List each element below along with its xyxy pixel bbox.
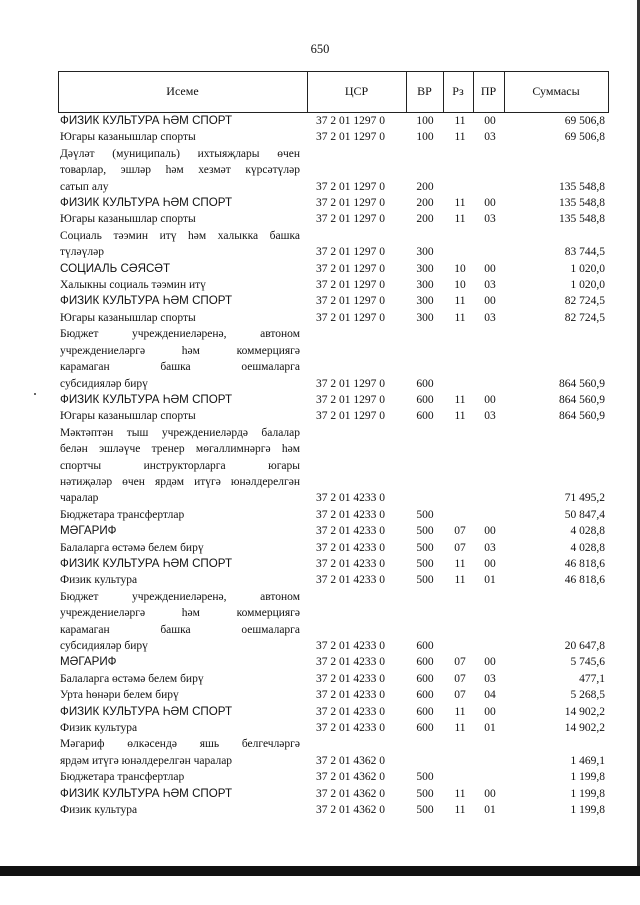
row-rz: 11: [454, 311, 466, 324]
row-csr: 37 2 01 4233 0: [316, 689, 385, 702]
row-name: [60, 687, 300, 703]
row-name-line: карамаган башка оешмаларга: [60, 361, 300, 374]
header-rz: Рз: [452, 84, 464, 98]
row-sum: 135 548,8: [559, 180, 605, 193]
row-csr: 37 2 01 1297 0: [316, 262, 385, 275]
row-csr: 37 2 01 1297 0: [316, 311, 385, 324]
table-row: [58, 589, 609, 655]
row-name-line: спортчы инструкторларга югары: [60, 459, 300, 472]
row-vr: 600: [416, 656, 434, 669]
row-name-line: товарлар, эшләр һәм хезмәт күрсәтүләр: [60, 164, 300, 177]
row-sum: 82 724,5: [564, 311, 605, 324]
table-row: [58, 129, 609, 145]
row-vr: 600: [416, 377, 434, 390]
row-csr: 37 2 01 4362 0: [316, 754, 385, 767]
row-name: [60, 556, 300, 572]
row-pr: 03: [484, 131, 496, 144]
row-csr: 37 2 01 4233 0: [316, 722, 385, 735]
table-row: [58, 671, 609, 687]
row-pr: 03: [484, 213, 496, 226]
table-row: [58, 556, 609, 572]
row-vr: 500: [416, 557, 434, 570]
row-vr: 500: [416, 787, 434, 800]
row-pr: 03: [484, 279, 496, 292]
row-sum: 1 469,1: [570, 754, 605, 767]
row-csr: 37 2 01 1297 0: [316, 377, 385, 390]
row-rz: 11: [454, 722, 466, 735]
row-sum: 1 020,0: [570, 279, 605, 292]
row-name-line: субсидияләр бирү: [60, 377, 148, 390]
row-name: [60, 211, 300, 227]
row-vr: 500: [416, 525, 434, 538]
row-sum: 5 745,6: [570, 656, 605, 669]
row-csr: 37 2 01 1297 0: [316, 115, 385, 127]
row-pr: 00: [484, 197, 496, 210]
table-body: [58, 113, 609, 818]
row-sum: 14 902,2: [564, 722, 605, 735]
row-name: [60, 195, 300, 211]
row-name-line: Югары казанышлар спорты: [60, 131, 196, 144]
row-csr: 37 2 01 1297 0: [316, 131, 385, 144]
row-csr: 37 2 01 4362 0: [316, 787, 385, 800]
row-name-line: Бюджет учреждениеләренә, автоном: [60, 590, 300, 603]
row-csr: 37 2 01 4233 0: [316, 541, 385, 554]
row-name-line: Бюджет учреждениеләренә, автоном: [60, 328, 300, 341]
row-vr: 300: [416, 311, 434, 324]
row-csr: 37 2 01 4233 0: [316, 640, 385, 652]
row-vr: 200: [416, 180, 434, 193]
budget-table: [58, 71, 609, 818]
row-name: [60, 704, 300, 720]
row-name-line: МӘГАРИФ: [60, 524, 117, 538]
table-row: [58, 769, 609, 785]
row-pr: 01: [484, 722, 496, 735]
row-sum: 71 495,2: [564, 492, 605, 505]
row-name-line: МӘГАРИФ: [60, 655, 117, 669]
row-rz: 11: [454, 213, 466, 226]
row-name: [60, 540, 300, 556]
row-name: [60, 310, 300, 326]
row-name: [60, 392, 300, 408]
row-name-line: Физик культура: [60, 574, 138, 587]
row-rz: 11: [454, 574, 466, 587]
row-rz: 11: [454, 410, 466, 423]
row-name: [60, 507, 300, 523]
table-row: [58, 687, 609, 703]
table-row: [58, 392, 609, 408]
row-pr: 01: [484, 574, 496, 587]
row-name: [60, 523, 300, 539]
row-vr: 500: [416, 804, 434, 817]
header-vr: ВР: [417, 84, 432, 98]
row-name-line: чаралар: [60, 492, 99, 505]
row-vr: 300: [416, 295, 434, 308]
row-pr: 00: [484, 262, 496, 275]
row-name-line: түләүләр: [60, 246, 104, 259]
row-pr: 00: [484, 393, 496, 406]
row-name-line: СОЦИАЛЬ СӘЯСӘТ: [60, 261, 171, 275]
row-name-line: карамаган башка оешмаларга: [60, 623, 300, 636]
row-sum: 69 506,8: [564, 115, 605, 127]
table-row: [58, 540, 609, 556]
row-vr: 300: [416, 279, 434, 292]
row-name-line: Социаль тәэмин итү һәм халыкка башка: [60, 229, 300, 242]
table-row: [58, 261, 609, 277]
row-rz: 07: [454, 525, 466, 538]
row-csr: 37 2 01 4233 0: [316, 508, 385, 521]
row-vr: 300: [416, 246, 434, 259]
row-pr: 00: [484, 705, 496, 718]
row-rz: 11: [454, 131, 466, 144]
header-sum: Суммасы: [532, 84, 580, 98]
row-sum: 82 724,5: [564, 295, 605, 308]
row-name: [60, 228, 300, 261]
table-row: [58, 310, 609, 326]
row-rz: 11: [454, 804, 466, 817]
row-vr: 600: [416, 705, 434, 718]
row-name-line: ярдәм итүгә юнәлдерелгән чаралар: [60, 754, 233, 767]
row-name: [60, 326, 300, 392]
table-row: [58, 654, 609, 670]
row-name: [60, 113, 300, 129]
row-csr: 37 2 01 1297 0: [316, 393, 385, 406]
row-name-line: ФИЗИК КУЛЬТУРА ҺӘМ СПОРТ: [60, 392, 233, 406]
table-row: [58, 228, 609, 261]
row-rz: 11: [454, 393, 466, 406]
row-name-line: ФИЗИК КУЛЬТУРА ҺӘМ СПОРТ: [60, 196, 233, 210]
row-rz: 07: [454, 689, 466, 702]
row-name: [60, 802, 300, 818]
row-csr: 37 2 01 1297 0: [316, 197, 385, 210]
row-sum: 477,1: [579, 672, 605, 685]
row-csr: 37 2 01 4233 0: [316, 705, 385, 718]
row-csr: 37 2 01 4233 0: [316, 656, 385, 669]
row-vr: 600: [416, 672, 434, 685]
table-row: [58, 786, 609, 802]
row-name-line: ФИЗИК КУЛЬТУРА ҺӘМ СПОРТ: [60, 294, 233, 308]
row-pr: 00: [484, 295, 496, 308]
row-csr: 37 2 01 1297 0: [316, 213, 385, 226]
row-sum: 46 818,6: [564, 557, 605, 570]
row-vr: 600: [416, 722, 434, 735]
row-name: [60, 146, 300, 195]
row-vr: 500: [416, 771, 434, 784]
table-row: [58, 736, 609, 769]
header-csr: ЦСР: [344, 84, 369, 98]
row-pr: 00: [484, 557, 496, 570]
row-sum: 864 560,9: [559, 410, 605, 423]
row-pr: 03: [484, 672, 496, 685]
row-csr: 37 2 01 4233 0: [316, 525, 385, 538]
header-name: Исеме: [166, 84, 199, 98]
row-csr: 37 2 01 4233 0: [316, 672, 385, 685]
row-rz: 07: [454, 541, 466, 554]
row-sum: 1 199,8: [570, 771, 605, 784]
row-name: [60, 720, 300, 736]
row-name: [60, 589, 300, 655]
page-number: 650: [310, 42, 330, 56]
row-pr: 00: [484, 525, 496, 538]
row-csr: 37 2 01 1297 0: [316, 279, 385, 292]
row-vr: 100: [416, 131, 434, 144]
row-name: [60, 293, 300, 309]
row-sum: 14 902,2: [564, 705, 605, 718]
row-sum: 5 268,5: [570, 689, 605, 702]
row-sum: 1 199,8: [570, 804, 605, 817]
table-row: [58, 704, 609, 720]
row-vr: 300: [416, 262, 434, 275]
row-rz: 11: [454, 557, 466, 570]
row-name-line: Физик культура: [60, 804, 138, 817]
row-name-line: ФИЗИК КУЛЬТУРА ҺӘМ СПОРТ: [60, 114, 233, 127]
row-csr: 37 2 01 4362 0: [316, 771, 385, 784]
row-name-line: ФИЗИК КУЛЬТУРА ҺӘМ СПОРТ: [60, 704, 233, 718]
row-csr: 37 2 01 1297 0: [316, 410, 385, 423]
row-sum: 50 847,4: [564, 508, 605, 521]
row-rz: 07: [454, 672, 466, 685]
row-sum: 83 744,5: [564, 246, 605, 259]
row-csr: 37 2 01 1297 0: [316, 295, 385, 308]
row-vr: 500: [416, 541, 434, 554]
table-row: [58, 720, 609, 736]
row-pr: 00: [484, 787, 496, 800]
row-name: [60, 786, 300, 802]
row-rz: 11: [454, 295, 466, 308]
row-name-line: сатып алу: [60, 180, 109, 193]
table-row: [58, 326, 609, 392]
row-vr: 600: [416, 689, 434, 702]
row-name-line: Балаларга өстәмә белем бирү: [60, 672, 204, 685]
row-csr: 37 2 01 4233 0: [316, 557, 385, 570]
row-rz: 10: [454, 262, 466, 275]
row-rz: 11: [454, 705, 466, 718]
table-row: [58, 211, 609, 227]
table-row: [58, 113, 609, 129]
row-name: [60, 425, 300, 507]
row-name-line: Физик культура: [60, 722, 138, 735]
row-sum: 135 548,8: [559, 213, 605, 226]
row-name: [60, 671, 300, 687]
row-vr: 600: [416, 410, 434, 423]
row-name-line: учреждениеләргә һәм коммерциягә: [60, 607, 300, 620]
row-vr: 600: [416, 640, 434, 652]
row-sum: 4 028,8: [570, 541, 605, 554]
row-sum: 46 818,6: [564, 574, 605, 587]
row-vr: 200: [416, 197, 434, 210]
row-name-line: учреждениеләргә һәм коммерциягә: [60, 344, 300, 357]
row-rz: 11: [454, 787, 466, 800]
row-name-line: ФИЗИК КУЛЬТУРА ҺӘМ СПОРТ: [60, 786, 233, 800]
row-sum: 135 548,8: [559, 197, 605, 210]
row-name-line: Бюджетара трансфертлар: [60, 771, 185, 784]
row-pr: 00: [484, 115, 496, 127]
row-sum: 864 560,9: [559, 377, 605, 390]
table-row: [58, 408, 609, 424]
row-name-line: Урта һөнәри белем бирү: [60, 689, 179, 702]
row-pr: 01: [484, 804, 496, 817]
row-vr: 600: [416, 393, 434, 406]
row-name-line: нәтиҗәләр өчен ярдәм итүгә юнәлдерелгән: [60, 475, 300, 488]
row-name: [60, 769, 300, 785]
table-header: [58, 71, 609, 113]
row-vr: 200: [416, 213, 434, 226]
row-pr: 00: [484, 656, 496, 669]
row-csr: 37 2 01 4233 0: [316, 492, 385, 505]
table-row: [58, 195, 609, 211]
row-sum: 1 020,0: [570, 262, 605, 275]
row-rz: 07: [454, 656, 466, 669]
row-name-line: Мәгариф өлкәсендә яшь белгечләргә: [60, 738, 300, 751]
table-row: [58, 277, 609, 293]
row-csr: 37 2 01 4233 0: [316, 574, 385, 587]
scan-bottom-bar: [0, 866, 640, 876]
row-name: [60, 261, 300, 277]
row-pr: 04: [484, 689, 496, 702]
row-name-line: Мәктәптән тыш учреждениеләрдә балалар: [60, 426, 300, 439]
row-name: [60, 654, 300, 670]
row-name: [60, 408, 300, 424]
row-csr: 37 2 01 1297 0: [316, 246, 385, 259]
row-rz: 10: [454, 279, 466, 292]
row-vr: 500: [416, 508, 434, 521]
row-name-line: Дәүләт (муниципаль) ихтыяҗлары өчен: [60, 147, 300, 160]
row-name-line: ФИЗИК КУЛЬТУРА ҺӘМ СПОРТ: [60, 556, 233, 570]
header-pr: ПР: [480, 84, 497, 98]
table-row: [58, 507, 609, 523]
row-pr: 03: [484, 410, 496, 423]
table-row: [58, 572, 609, 588]
row-name: [60, 129, 300, 145]
row-csr: 37 2 01 1297 0: [316, 180, 385, 193]
row-sum: 4 028,8: [570, 525, 605, 538]
table-row: [58, 146, 609, 195]
row-vr: 100: [416, 115, 434, 127]
row-name-line: Югары казанышлар спорты: [60, 213, 196, 226]
table-row: [58, 425, 609, 507]
row-sum: 20 647,8: [564, 640, 605, 652]
table-row: [58, 802, 609, 818]
row-name-line: Югары казанышлар спорты: [60, 410, 196, 423]
row-pr: 03: [484, 311, 496, 324]
scan-speck: [34, 393, 36, 395]
row-sum: 1 199,8: [570, 787, 605, 800]
row-name-line: белән эшләүче тренер мөгаллимнәргә һәм: [60, 443, 300, 456]
row-name: [60, 277, 300, 293]
row-sum: 69 506,8: [564, 131, 605, 144]
row-name: [60, 736, 300, 769]
row-rz: 11: [454, 197, 466, 210]
table-row: [58, 293, 609, 309]
row-vr: 500: [416, 574, 434, 587]
row-csr: 37 2 01 4362 0: [316, 804, 385, 817]
row-name-line: Халыкны социаль тәэмин итү: [60, 279, 206, 292]
row-name-line: Бюджетара трансфертлар: [60, 508, 185, 521]
row-name: [60, 572, 300, 588]
row-name-line: субсидияләр бирү: [60, 640, 148, 652]
row-name-line: Балаларга өстәмә белем бирү: [60, 541, 204, 554]
row-sum: 864 560,9: [559, 393, 605, 406]
row-pr: 03: [484, 541, 496, 554]
row-rz: 11: [454, 115, 466, 127]
table-row: [58, 523, 609, 539]
row-name-line: Югары казанышлар спорты: [60, 311, 196, 324]
